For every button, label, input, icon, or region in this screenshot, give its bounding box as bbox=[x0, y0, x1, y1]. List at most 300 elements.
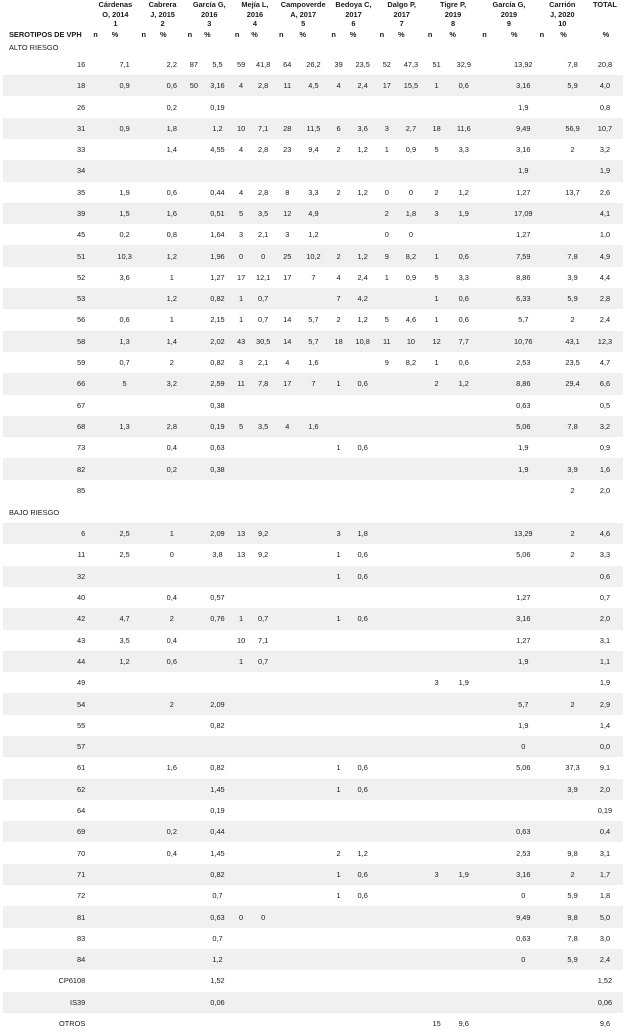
n-cell bbox=[91, 54, 109, 75]
percent-cell bbox=[447, 757, 480, 778]
n-cell bbox=[538, 630, 559, 651]
percent-cell: 1,9 bbox=[509, 160, 538, 181]
n-cell bbox=[91, 75, 109, 96]
percent-cell: 2,2 bbox=[166, 59, 177, 69]
percent-cell bbox=[558, 224, 587, 245]
percent-cell: 0,7 bbox=[212, 891, 223, 901]
percent-cell bbox=[298, 544, 330, 565]
study-number: 1 bbox=[113, 19, 118, 29]
n-cell bbox=[480, 224, 509, 245]
percent-cell bbox=[202, 1013, 233, 1034]
percent-cell bbox=[396, 437, 426, 458]
percent-cell: 2 bbox=[158, 608, 186, 629]
n-cell bbox=[277, 864, 298, 885]
n-cell bbox=[277, 544, 298, 565]
n-cell bbox=[140, 544, 158, 565]
n-cell bbox=[378, 651, 396, 672]
n-cell bbox=[538, 608, 559, 629]
percent-cell bbox=[447, 885, 480, 906]
percent-cell: 2 bbox=[558, 693, 587, 714]
percent-cell bbox=[396, 608, 426, 629]
n-cell bbox=[140, 458, 158, 479]
percent-cell: 7,1 bbox=[249, 118, 277, 139]
n-column-header: n bbox=[482, 29, 487, 39]
study-author-line: Tigre P, bbox=[439, 0, 467, 9]
n-cell bbox=[277, 160, 298, 181]
n-cell bbox=[186, 224, 202, 245]
n-cell bbox=[186, 800, 202, 821]
n-cell bbox=[277, 992, 298, 1013]
percent-cell: 0,7 bbox=[258, 315, 269, 325]
percent-cell: 0,4 bbox=[166, 443, 177, 453]
percent-cell bbox=[110, 992, 140, 1013]
serotype-row bbox=[3, 437, 623, 458]
percent-cell: 9,6 bbox=[458, 1018, 469, 1028]
percent-cell: 4,7 bbox=[110, 608, 140, 629]
n-cell bbox=[329, 395, 347, 416]
percent-cell: 1,64 bbox=[210, 230, 225, 240]
n-cell bbox=[378, 715, 396, 736]
percent-cell: 1,96 bbox=[202, 245, 233, 266]
percent-cell: 9,49 bbox=[509, 118, 538, 139]
n-cell bbox=[140, 970, 158, 991]
percent-cell: 5,9 bbox=[558, 75, 587, 96]
n-column-header: n bbox=[427, 29, 433, 39]
serotype-label: 62 bbox=[3, 779, 91, 800]
percent-cell bbox=[348, 992, 378, 1013]
n-cell: 5 bbox=[233, 203, 249, 224]
n-cell bbox=[538, 523, 559, 544]
n-cell bbox=[233, 458, 249, 479]
n-cell bbox=[538, 75, 559, 96]
serotype-row bbox=[3, 54, 623, 75]
percent-cell: 1,9 bbox=[119, 187, 130, 197]
percent-cell bbox=[158, 779, 186, 800]
percent-cell bbox=[298, 96, 330, 117]
n-cell: 1 bbox=[329, 864, 347, 885]
n-cell bbox=[426, 970, 448, 991]
percent-cell: 0 bbox=[249, 245, 277, 266]
percent-cell bbox=[249, 715, 277, 736]
n-cell bbox=[91, 736, 109, 757]
percent-cell bbox=[110, 96, 140, 117]
n-cell bbox=[538, 842, 559, 863]
n-cell bbox=[378, 437, 396, 458]
n-cell: 4 bbox=[285, 358, 290, 368]
percent-cell bbox=[298, 458, 330, 479]
percent-cell bbox=[158, 906, 186, 927]
n-cell bbox=[538, 203, 559, 224]
n-cell bbox=[480, 395, 509, 416]
study-author-line: Cárdenas bbox=[98, 0, 133, 9]
n-cell bbox=[378, 160, 396, 181]
percent-cell: 12,1 bbox=[255, 272, 271, 282]
n-cell bbox=[233, 160, 249, 181]
n-cell bbox=[538, 587, 559, 608]
percent-cell bbox=[447, 842, 480, 863]
n-cell bbox=[91, 416, 109, 437]
serotype-row bbox=[3, 203, 623, 224]
total-cell: 9,1 bbox=[599, 763, 611, 773]
total-cell: 1,9 bbox=[599, 678, 611, 688]
n-cell bbox=[378, 885, 396, 906]
n-cell bbox=[91, 96, 109, 117]
n-cell bbox=[140, 395, 158, 416]
percent-cell: 0,6 bbox=[348, 779, 378, 800]
n-cell bbox=[277, 395, 298, 416]
percent-cell bbox=[249, 736, 277, 757]
percent-cell: 0,38 bbox=[202, 458, 233, 479]
n-cell bbox=[378, 96, 396, 117]
percent-cell bbox=[249, 842, 277, 863]
percent-cell: 7,8 bbox=[567, 59, 578, 69]
percent-cell bbox=[110, 139, 140, 160]
n-cell bbox=[186, 715, 202, 736]
percent-cell bbox=[447, 949, 480, 970]
n-cell bbox=[538, 757, 559, 778]
n-cell bbox=[480, 373, 509, 394]
serotype-label: 40 bbox=[77, 593, 86, 603]
percent-cell: 8,86 bbox=[516, 272, 531, 282]
n-cell bbox=[233, 566, 249, 587]
total-cell: 3,1 bbox=[599, 635, 611, 645]
n-cell bbox=[480, 757, 509, 778]
serotype-row bbox=[3, 373, 623, 394]
percent-cell bbox=[298, 1013, 330, 1034]
percent-cell: 3,3 bbox=[458, 145, 469, 155]
serotype-label: 45 bbox=[77, 230, 86, 240]
percent-cell bbox=[558, 608, 587, 629]
n-cell bbox=[186, 480, 202, 501]
percent-cell: 2,53 bbox=[516, 358, 531, 368]
total-cell: 4,7 bbox=[599, 358, 611, 368]
n-cell bbox=[480, 800, 509, 821]
total-cell: 0,06 bbox=[587, 992, 623, 1013]
percent-cell bbox=[509, 779, 538, 800]
percent-cell: 9,4 bbox=[308, 145, 319, 155]
percent-cell: 7 bbox=[298, 373, 330, 394]
percent-cell bbox=[298, 949, 330, 970]
n-cell: 11 bbox=[378, 331, 396, 352]
percent-cell: 0,6 bbox=[458, 315, 469, 325]
table-body bbox=[3, 41, 623, 1034]
n-cell bbox=[140, 182, 158, 203]
section-title: BAJO RIESGO bbox=[9, 507, 60, 517]
n-cell bbox=[91, 288, 109, 309]
percent-cell: 2 bbox=[558, 864, 587, 885]
n-cell bbox=[329, 928, 347, 949]
percent-cell bbox=[348, 651, 378, 672]
n-cell bbox=[233, 842, 249, 863]
n-cell bbox=[480, 608, 509, 629]
percent-cell bbox=[158, 566, 186, 587]
n-cell bbox=[233, 587, 249, 608]
total-cell: 10,7 bbox=[587, 118, 623, 139]
percent-cell: 0,7 bbox=[249, 288, 277, 309]
serotype-label: 57 bbox=[3, 736, 91, 757]
n-cell bbox=[186, 885, 202, 906]
percent-cell bbox=[558, 96, 587, 117]
n-cell bbox=[91, 458, 109, 479]
percent-cell: 2,4 bbox=[357, 272, 368, 282]
percent-cell bbox=[298, 523, 330, 544]
percent-cell: 0,57 bbox=[210, 593, 225, 603]
percent-cell: 0,63 bbox=[210, 443, 225, 453]
percent-cell bbox=[348, 928, 378, 949]
n-cell bbox=[140, 373, 158, 394]
n-cell bbox=[538, 970, 559, 991]
n-cell bbox=[186, 267, 202, 288]
percent-cell bbox=[298, 992, 330, 1013]
n-cell bbox=[426, 779, 448, 800]
n-cell: 3 bbox=[285, 230, 290, 240]
percent-cell: 1,3 bbox=[110, 416, 140, 437]
percent-cell: 0,51 bbox=[202, 203, 233, 224]
percent-cell bbox=[447, 224, 480, 245]
serotype-label: 54 bbox=[3, 693, 91, 714]
percent-cell: 2 bbox=[558, 523, 587, 544]
n-cell bbox=[277, 906, 298, 927]
study-number: 2 bbox=[160, 19, 165, 29]
n-cell: 1 bbox=[426, 245, 448, 266]
n-cell bbox=[140, 352, 158, 373]
percent-cell bbox=[558, 672, 587, 693]
percent-cell bbox=[249, 458, 277, 479]
n-cell bbox=[186, 928, 202, 949]
percent-cell bbox=[158, 992, 186, 1013]
n-cell bbox=[329, 736, 347, 757]
n-cell bbox=[378, 992, 396, 1013]
percent-cell bbox=[110, 587, 140, 608]
percent-cell: 1,6 bbox=[298, 416, 330, 437]
percent-cell: 1 bbox=[158, 523, 186, 544]
percent-cell bbox=[110, 395, 140, 416]
percent-cell bbox=[110, 800, 140, 821]
percent-cell: 10,3 bbox=[110, 245, 140, 266]
n-cell bbox=[91, 800, 109, 821]
percent-cell: 9,8 bbox=[558, 906, 587, 927]
study-author-line: Bedoya C, bbox=[335, 0, 372, 9]
percent-cell: 2,8 bbox=[258, 145, 269, 155]
n-cell bbox=[538, 331, 559, 352]
percent-cell: 0,4 bbox=[166, 848, 177, 858]
percent-cell bbox=[509, 992, 538, 1013]
percent-column-header: % bbox=[398, 29, 405, 39]
percent-cell: 3,9 bbox=[567, 272, 578, 282]
percent-cell bbox=[158, 715, 186, 736]
serotype-row bbox=[3, 480, 623, 501]
percent-cell: 7,7 bbox=[447, 331, 480, 352]
n-cell bbox=[538, 544, 559, 565]
percent-cell bbox=[202, 736, 233, 757]
n-cell bbox=[186, 906, 202, 927]
percent-cell bbox=[558, 395, 587, 416]
percent-cell: 9,49 bbox=[509, 906, 538, 927]
n-cell bbox=[480, 864, 509, 885]
n-cell: 2 bbox=[434, 187, 439, 197]
n-cell bbox=[140, 54, 158, 75]
n-cell bbox=[426, 715, 448, 736]
n-cell: 52 bbox=[382, 59, 391, 69]
n-cell bbox=[378, 608, 396, 629]
percent-cell: 0 bbox=[509, 736, 538, 757]
percent-cell bbox=[396, 885, 426, 906]
n-cell bbox=[140, 566, 158, 587]
n-cell bbox=[233, 480, 249, 501]
n-cell bbox=[329, 715, 347, 736]
percent-cell: 4,55 bbox=[210, 145, 225, 155]
n-cell bbox=[480, 75, 509, 96]
n-cell: 13 bbox=[236, 550, 246, 560]
percent-cell bbox=[158, 1013, 186, 1034]
n-cell bbox=[233, 928, 249, 949]
percent-cell bbox=[298, 693, 330, 714]
serotype-label: 56 bbox=[77, 315, 86, 325]
percent-cell: 0,6 bbox=[166, 187, 177, 197]
serotype-row bbox=[3, 566, 623, 587]
n-cell bbox=[140, 1013, 158, 1034]
n-cell: 3 bbox=[434, 678, 439, 688]
percent-cell: 5,9 bbox=[558, 949, 587, 970]
percent-cell: 0,6 bbox=[348, 373, 378, 394]
n-cell bbox=[186, 821, 202, 842]
percent-cell bbox=[348, 949, 378, 970]
n-cell: 3 bbox=[426, 203, 448, 224]
percent-cell bbox=[110, 842, 140, 863]
n-cell bbox=[91, 544, 109, 565]
percent-cell: 7 bbox=[311, 272, 316, 282]
percent-cell: 2,53 bbox=[516, 848, 531, 858]
percent-cell bbox=[447, 544, 480, 565]
n-cell bbox=[186, 651, 202, 672]
n-cell bbox=[480, 928, 509, 949]
n-cell bbox=[480, 885, 509, 906]
serotype-label: 61 bbox=[77, 763, 86, 773]
total-cell: 2,8 bbox=[587, 288, 623, 309]
n-cell bbox=[480, 288, 509, 309]
percent-cell bbox=[202, 566, 233, 587]
percent-cell bbox=[558, 1013, 587, 1034]
n-cell bbox=[277, 757, 298, 778]
serotype-row bbox=[3, 970, 623, 991]
percent-column-header: % bbox=[449, 29, 456, 39]
percent-cell: 1,6 bbox=[166, 763, 177, 773]
percent-cell: 0,6 bbox=[158, 651, 186, 672]
study-header bbox=[538, 0, 587, 29]
n-cell bbox=[277, 693, 298, 714]
n-cell bbox=[91, 693, 109, 714]
n-cell bbox=[538, 288, 559, 309]
study-header bbox=[480, 0, 537, 29]
percent-cell: 3,16 bbox=[202, 75, 233, 96]
percent-cell bbox=[249, 992, 277, 1013]
percent-cell: 0,19 bbox=[210, 102, 225, 112]
serotype-label: 42 bbox=[3, 608, 91, 629]
percent-cell bbox=[158, 480, 186, 501]
percent-cell: 0,76 bbox=[202, 608, 233, 629]
percent-cell: 1,2 bbox=[447, 373, 480, 394]
percent-cell bbox=[396, 736, 426, 757]
n-cell bbox=[538, 373, 559, 394]
n-cell: 3 bbox=[239, 358, 244, 368]
percent-cell bbox=[396, 288, 426, 309]
n-cell: 1 bbox=[233, 288, 249, 309]
percent-cell bbox=[110, 437, 140, 458]
percent-cell: 15,5 bbox=[396, 75, 426, 96]
serotype-label: 83 bbox=[77, 933, 86, 943]
percent-cell bbox=[249, 672, 277, 693]
percent-cell: 0,6 bbox=[447, 288, 480, 309]
percent-cell bbox=[348, 736, 378, 757]
percent-cell: 43,1 bbox=[558, 331, 587, 352]
n-cell bbox=[426, 693, 448, 714]
n-cell bbox=[480, 842, 509, 863]
percent-cell: 3,8 bbox=[212, 550, 223, 560]
n-cell bbox=[140, 800, 158, 821]
percent-cell bbox=[110, 736, 140, 757]
percent-cell: 1,9 bbox=[509, 458, 538, 479]
percent-cell bbox=[249, 437, 277, 458]
study-author-line: Carrión bbox=[549, 0, 576, 9]
total-cell: 0,6 bbox=[587, 566, 623, 587]
percent-cell: 2,8 bbox=[258, 187, 269, 197]
serotype-label: 72 bbox=[77, 891, 86, 901]
n-cell bbox=[186, 139, 202, 160]
total-cell: 0,5 bbox=[599, 400, 611, 410]
percent-cell: 3,16 bbox=[509, 608, 538, 629]
total-cell: 9,6 bbox=[599, 1018, 611, 1028]
percent-cell bbox=[396, 1013, 426, 1034]
percent-cell bbox=[396, 970, 426, 991]
percent-cell: 0,06 bbox=[202, 992, 233, 1013]
n-cell bbox=[140, 288, 158, 309]
serotype-label: 84 bbox=[3, 949, 91, 970]
percent-cell bbox=[298, 566, 330, 587]
n-cell: 11 bbox=[233, 373, 249, 394]
serotype-label: IS39 bbox=[3, 992, 91, 1013]
percent-cell bbox=[558, 821, 587, 842]
total-cell: 4,4 bbox=[599, 272, 611, 282]
percent-cell: 1,2 bbox=[158, 245, 186, 266]
serotype-label: 52 bbox=[77, 272, 86, 282]
percent-cell bbox=[298, 864, 330, 885]
percent-cell bbox=[396, 523, 426, 544]
n-cell bbox=[538, 715, 559, 736]
serotype-row bbox=[3, 118, 623, 139]
serotype-row bbox=[3, 309, 623, 330]
n-cell bbox=[91, 779, 109, 800]
n-cell: 28 bbox=[277, 118, 298, 139]
percent-cell bbox=[110, 970, 140, 991]
n-cell: 5 bbox=[384, 315, 389, 325]
percent-cell: 2,8 bbox=[158, 416, 186, 437]
percent-cell: 1,8 bbox=[396, 203, 426, 224]
n-cell bbox=[277, 928, 298, 949]
n-column-header: n bbox=[539, 29, 545, 39]
serotype-row bbox=[3, 928, 623, 949]
serotype-row bbox=[3, 224, 623, 245]
section-title: ALTO RIESGO bbox=[9, 42, 59, 52]
n-cell: 2 bbox=[336, 848, 341, 858]
percent-cell: 0,6 bbox=[348, 608, 378, 629]
n-cell bbox=[538, 458, 559, 479]
percent-cell bbox=[396, 544, 426, 565]
serotype-label: 43 bbox=[77, 635, 86, 645]
n-cell bbox=[140, 885, 158, 906]
n-cell bbox=[329, 416, 347, 437]
study-author-line: J, 2015 bbox=[150, 9, 175, 19]
n-cell: 1 bbox=[329, 373, 347, 394]
